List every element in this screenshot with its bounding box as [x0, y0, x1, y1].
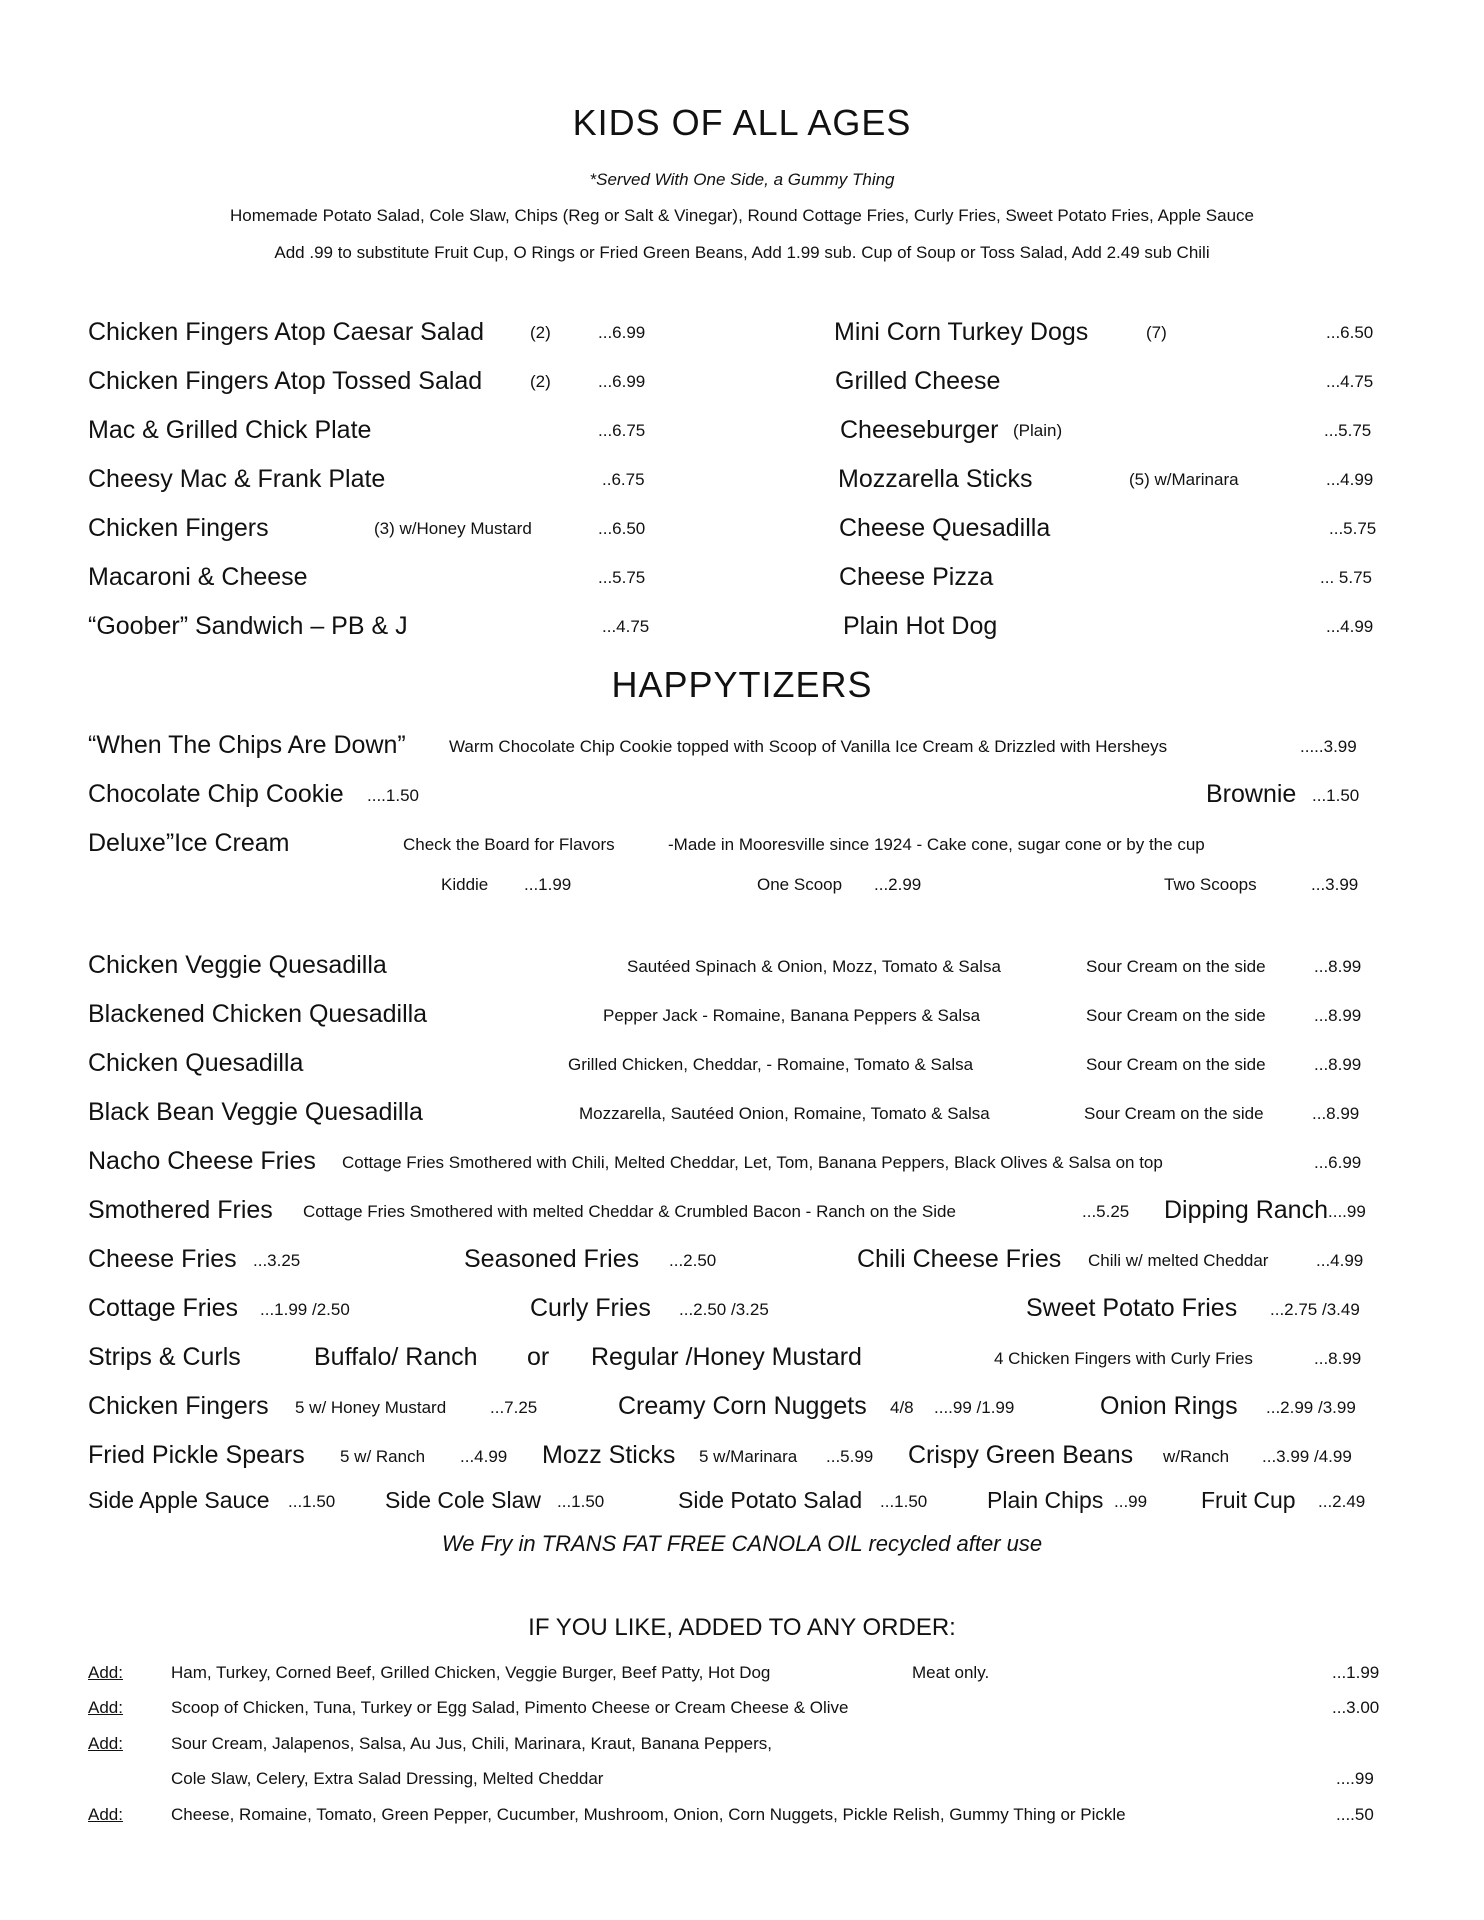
cottage-fries-price: ...1.99 /2.50	[260, 1300, 350, 1319]
nacho-fries-price: ...6.99	[1314, 1153, 1362, 1172]
kids-item-price: ...4.75	[1326, 372, 1374, 391]
addon-text: Cole Slaw, Celery, Extra Salad Dressing, Melted Cheddar	[171, 1769, 604, 1788]
ice-one-scoop: One Scoop	[757, 875, 843, 894]
addon-text: Ham, Turkey, Corned Beef, Grilled Chicken, Veggie Burger, Beef Patty, Hot Dog	[171, 1663, 771, 1682]
kids-item-name: Plain Hot Dog	[843, 612, 998, 640]
kids-item-name: Macaroni & Cheese	[88, 563, 308, 591]
addon-label: Add:	[88, 1734, 123, 1753]
green-beans-note: w/Ranch	[1163, 1447, 1230, 1466]
kids-item-note: (2)	[530, 323, 551, 342]
potato-salad-price: ...1.50	[880, 1492, 928, 1511]
strips-curls-price: ...8.99	[1314, 1349, 1362, 1368]
cookie-price: ....1.50	[367, 786, 419, 805]
addon-price: ...1.99	[1332, 1663, 1380, 1682]
addons-title: IF YOU LIKE, ADDED TO ANY ORDER:	[528, 1614, 956, 1641]
corn-nuggets-qty: 4/8	[890, 1398, 914, 1417]
quesadilla-side: Sour Cream on the side	[1086, 1055, 1266, 1074]
chili-cheese-note: Chili w/ melted Cheddar	[1088, 1251, 1269, 1270]
curly-fries-price: ...2.50 /3.25	[679, 1300, 769, 1319]
cole-slaw-name: Side Cole Slaw	[385, 1487, 541, 1513]
cottage-fries-name: Cottage Fries	[88, 1294, 239, 1322]
quesadilla-side: Sour Cream on the side	[1084, 1104, 1264, 1123]
kids-item-name: Cheesy Mac & Frank Plate	[88, 465, 386, 493]
chicken-fingers-price: ...7.25	[490, 1398, 538, 1417]
quesadilla-price: ...8.99	[1314, 957, 1362, 976]
nacho-fries-name: Nacho Cheese Fries	[88, 1147, 316, 1175]
quesadilla-desc: Mozzarella, Sautéed Onion, Romaine, Tomato & Salsa	[579, 1104, 990, 1123]
quesadilla-price: ...8.99	[1314, 1055, 1362, 1074]
seasoned-fries-name: Seasoned Fries	[464, 1245, 640, 1273]
smothered-fries-price: ...5.25	[1082, 1202, 1130, 1221]
quesadilla-name: Blackened Chicken Quesadilla	[88, 1000, 428, 1028]
fruit-cup-price: ...2.49	[1318, 1492, 1366, 1511]
curly-fries-name: Curly Fries	[530, 1294, 651, 1322]
addon-text: Cheese, Romaine, Tomato, Green Pepper, Cucumber, Mushroom, Onion, Corn Nuggets, Pickle Relish, Gummy Thing or Pickle	[171, 1805, 1126, 1824]
kids-item-note: (Plain)	[1013, 421, 1063, 440]
kids-sides: Homemade Potato Salad, Cole Slaw, Chips (Reg or Salt & Vinegar), Round Cottage Fries, Curly Fries, Sweet Potato Fries, Apple Sauce	[230, 206, 1254, 225]
chips-down-name: “When The Chips Are Down”	[88, 731, 406, 759]
kids-item-name: Chicken Fingers Atop Tossed Salad	[88, 367, 483, 395]
strips-or: or	[527, 1343, 550, 1371]
kids-item-name: Cheeseburger	[840, 416, 999, 444]
kids-item-price: ...6.99	[598, 372, 646, 391]
ice-kiddie-price: ...1.99	[524, 875, 572, 894]
kids-item-note: (7)	[1146, 323, 1167, 342]
addon-text: Scoop of Chicken, Tuna, Turkey or Egg Salad, Pimento Cheese or Cream Cheese & Olive	[171, 1698, 849, 1717]
quesadilla-side: Sour Cream on the side	[1086, 1006, 1266, 1025]
ice-two-price: ...3.99	[1311, 875, 1359, 894]
mozz-sticks-price: ...5.99	[826, 1447, 874, 1466]
ice-one-price: ...2.99	[874, 875, 922, 894]
apple-sauce-name: Side Apple Sauce	[88, 1487, 270, 1513]
cheese-fries-name: Cheese Fries	[88, 1245, 237, 1273]
green-beans-price: ...3.99 /4.99	[1262, 1447, 1352, 1466]
apple-sauce-price: ...1.50	[288, 1492, 336, 1511]
ice-cream-name: Deluxe”Ice Cream	[88, 829, 290, 857]
strips-curls-note: 4 Chicken Fingers with Curly Fries	[994, 1349, 1253, 1368]
addon-price: ....50	[1336, 1805, 1374, 1824]
chili-cheese-fries-name: Chili Cheese Fries	[857, 1245, 1062, 1273]
nacho-fries-desc: Cottage Fries Smothered with Chili, Melted Cheddar, Let, Tom, Banana Peppers, Black Olives & Salsa on top	[342, 1153, 1163, 1172]
kids-item-name: “Goober” Sandwich – PB & J	[88, 612, 408, 640]
corn-nuggets-price: ....99 /1.99	[934, 1398, 1015, 1417]
strips-curls-name: Strips & Curls	[88, 1343, 241, 1371]
onion-rings-price: ...2.99 /3.99	[1266, 1398, 1356, 1417]
mozz-sticks-note: 5 w/Marinara	[699, 1447, 798, 1466]
quesadilla-desc: Grilled Chicken, Cheddar, - Romaine, Tomato & Salsa	[568, 1055, 974, 1074]
kids-item-name: Mozzarella Sticks	[838, 465, 1033, 493]
seasoned-fries-price: ...2.50	[669, 1251, 717, 1270]
sweet-potato-fries-name: Sweet Potato Fries	[1026, 1294, 1238, 1322]
quesadilla-name: Chicken Veggie Quesadilla	[88, 951, 387, 979]
cheese-fries-price: ...3.25	[253, 1251, 301, 1270]
kids-item-name: Chicken Fingers Atop Caesar Salad	[88, 318, 485, 346]
addon-price: ....99	[1336, 1769, 1374, 1788]
pickle-spears-price: ...4.99	[460, 1447, 508, 1466]
kids-item-price: ...4.99	[1326, 470, 1374, 489]
kids-item-note: (2)	[530, 372, 551, 391]
strips-buffalo: Buffalo/ Ranch	[314, 1343, 478, 1371]
kids-item-note: (3) w/Honey Mustard	[374, 519, 532, 538]
ice-two-scoops: Two Scoops	[1164, 875, 1257, 894]
ice-cream-desc: -Made in Mooresville since 1924 - Cake cone, sugar cone or by the cup	[668, 835, 1205, 854]
kids-item-note: (5) w/Marinara	[1129, 470, 1239, 489]
quesadilla-price: ...8.99	[1314, 1006, 1362, 1025]
quesadilla-name: Black Bean Veggie Quesadilla	[88, 1098, 423, 1126]
kids-item-name: Cheese Quesadilla	[839, 514, 1051, 542]
dipping-ranch-price: ....99	[1328, 1202, 1366, 1221]
kids-item-price: ..6.75	[602, 470, 645, 489]
pickle-spears-note: 5 w/ Ranch	[340, 1447, 426, 1466]
cookie-name: Chocolate Chip Cookie	[88, 780, 344, 808]
dipping-ranch-name: Dipping Ranch	[1164, 1196, 1328, 1224]
happytizers-title: HAPPYTIZERS	[611, 664, 873, 705]
addon-label: Add:	[88, 1698, 123, 1717]
chicken-fingers-note: 5 w/ Honey Mustard	[295, 1398, 447, 1417]
quesadilla-desc: Sautéed Spinach & Onion, Mozz, Tomato & Salsa	[627, 957, 1001, 976]
quesadilla-price: ...8.99	[1312, 1104, 1360, 1123]
kids-item-price: ...4.99	[1326, 617, 1374, 636]
addon-text: Sour Cream, Jalapenos, Salsa, Au Jus, Chili, Marinara, Kraut, Banana Peppers,	[171, 1734, 772, 1753]
kids-item-name: Mac & Grilled Chick Plate	[88, 416, 372, 444]
kids-item-price: ... 5.75	[1320, 568, 1372, 587]
addon-extra: Meat only.	[912, 1663, 990, 1682]
addon-label: Add:	[88, 1805, 123, 1824]
sweet-potato-fries-price: ...2.75 /3.49	[1270, 1300, 1360, 1319]
addon-price: ...3.00	[1332, 1698, 1380, 1717]
plain-chips-price: ...99	[1114, 1492, 1148, 1511]
kids-substitutions: Add .99 to substitute Fruit Cup, O Rings or Fried Green Beans, Add 1.99 sub. Cup of Soup or Toss Salad, Add 2.49 sub Chili	[274, 243, 1210, 262]
fry-oil-note: We Fry in TRANS FAT FREE CANOLA OIL recycled after use	[441, 1531, 1043, 1556]
kids-item-price: ...6.75	[598, 421, 646, 440]
kids-item-price: ...6.50	[598, 519, 646, 538]
kids-item-name: Chicken Fingers	[88, 514, 269, 542]
green-beans-name: Crispy Green Beans	[908, 1441, 1134, 1469]
ice-kiddie: Kiddie	[441, 875, 489, 894]
cole-slaw-price: ...1.50	[557, 1492, 605, 1511]
onion-rings-name: Onion Rings	[1100, 1392, 1238, 1420]
kids-item-name: Cheese Pizza	[839, 563, 994, 591]
chips-down-price: .....3.99	[1300, 737, 1357, 756]
ice-cream-flavors: Check the Board for Flavors	[403, 835, 615, 854]
potato-salad-name: Side Potato Salad	[678, 1487, 863, 1513]
chili-cheese-price: ...4.99	[1316, 1251, 1364, 1270]
smothered-fries-desc: Cottage Fries Smothered with melted Cheddar & Crumbled Bacon - Ranch on the Side	[303, 1202, 956, 1221]
quesadilla-name: Chicken Quesadilla	[88, 1049, 304, 1077]
pickle-spears-name: Fried Pickle Spears	[88, 1441, 305, 1469]
corn-nuggets-name: Creamy Corn Nuggets	[618, 1392, 867, 1420]
kids-title: KIDS OF ALL AGES	[572, 102, 912, 143]
smothered-fries-name: Smothered Fries	[88, 1196, 273, 1224]
kids-item-price: ...6.50	[1326, 323, 1374, 342]
mozz-sticks-name: Mozz Sticks	[542, 1441, 676, 1469]
kids-item-price: ...6.99	[598, 323, 646, 342]
quesadilla-desc: Pepper Jack - Romaine, Banana Peppers & Salsa	[603, 1006, 981, 1025]
kids-item-price: ...5.75	[1324, 421, 1372, 440]
kids-item-name: Grilled Cheese	[835, 367, 1001, 395]
addon-label: Add:	[88, 1663, 123, 1682]
quesadilla-side: Sour Cream on the side	[1086, 957, 1266, 976]
kids-item-price: ...5.75	[598, 568, 646, 587]
brownie-name: Brownie	[1206, 780, 1297, 808]
plain-chips-name: Plain Chips	[987, 1487, 1104, 1513]
brownie-price: ...1.50	[1312, 786, 1360, 805]
kids-item-price: ...4.75	[602, 617, 650, 636]
kids-item-name: Mini Corn Turkey Dogs	[834, 318, 1089, 346]
fruit-cup-name: Fruit Cup	[1201, 1487, 1296, 1513]
chicken-fingers-name: Chicken Fingers	[88, 1392, 269, 1420]
chips-down-desc: Warm Chocolate Chip Cookie topped with Scoop of Vanilla Ice Cream & Drizzled with Hersheys	[449, 737, 1168, 756]
kids-item-price: ...5.75	[1329, 519, 1377, 538]
kids-served-note: *Served With One Side, a Gummy Thing	[589, 170, 895, 189]
strips-regular: Regular /Honey Mustard	[591, 1343, 862, 1371]
